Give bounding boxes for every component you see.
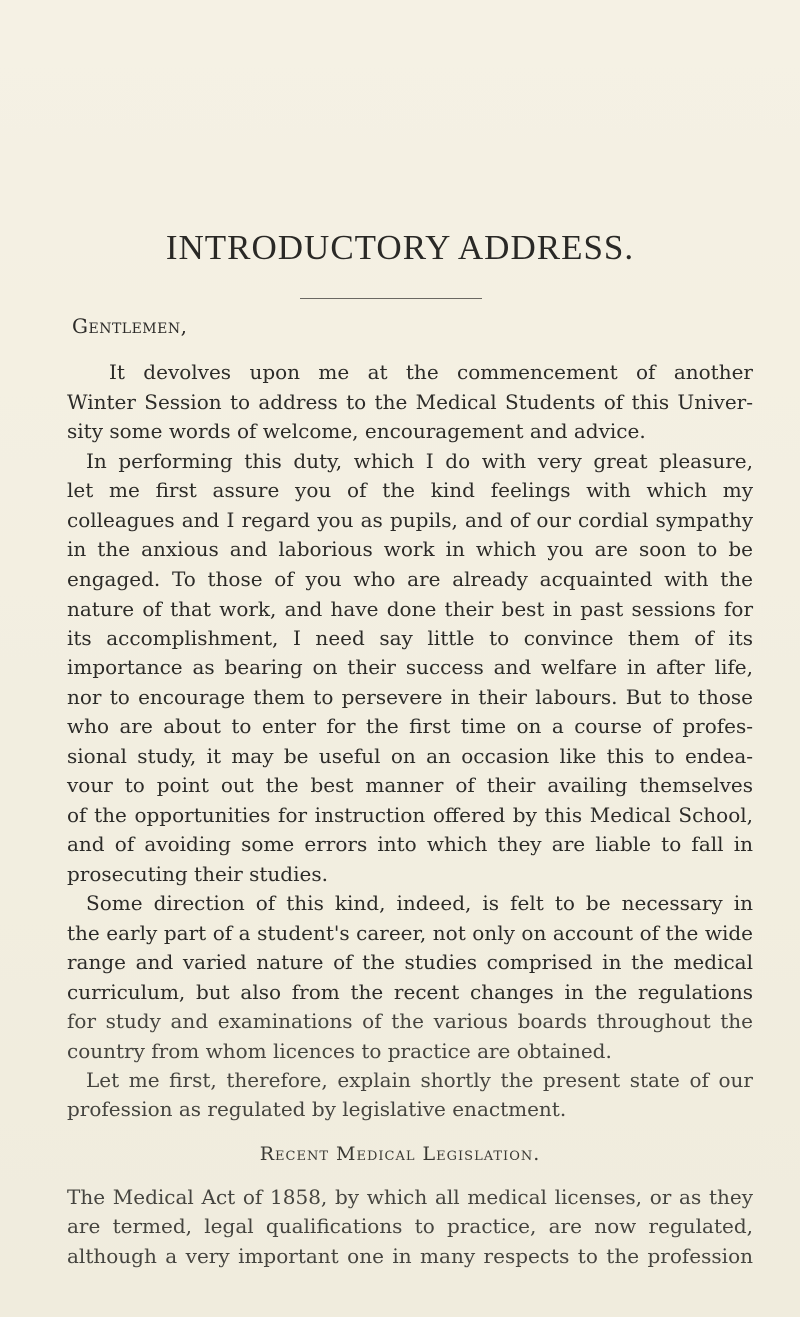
text-line: its accomplishment, I need say little to convince them of its	[67, 626, 753, 650]
text-line: importance as bearing on their success and welfare in after life,	[67, 655, 753, 679]
text-line: sional study, it may be useful on an occasion like this to endea-	[67, 744, 753, 768]
title-rule	[300, 298, 482, 299]
text-line: vour to point out the best manner of their availing themselves	[67, 773, 753, 797]
text-line: nor to encourage them to persevere in their labours. But to those	[67, 685, 753, 709]
section-heading: Recent Medical Legislation.	[259, 1143, 541, 1165]
text-line: who are about to enter for the first time on a course of profes-	[67, 714, 753, 738]
text-line: and of avoiding some errors into which they are liable to fall in	[67, 832, 753, 856]
text-line: It devolves upon me at the commencement of another	[109, 360, 753, 384]
text-line: although a very important one in many respects to the profession	[67, 1244, 753, 1268]
text-line: are termed, legal qualifications to practice, are now regulated,	[67, 1214, 753, 1238]
text-line: In performing this duty, which I do with very great pleasure,	[86, 449, 753, 473]
text-line: Let me first, therefore, explain shortly the present state of our	[86, 1068, 753, 1092]
text-line: let me first assure you of the kind feelings with which my	[67, 478, 753, 502]
text-line: in the anxious and laborious work in which you are soon to be	[67, 537, 753, 561]
text-line: range and varied nature of the studies comprised in the medical	[67, 950, 753, 974]
text-line: country from whom licences to practice are obtained.	[67, 1039, 612, 1063]
page-title: INTRODUCTORY ADDRESS.	[165, 228, 635, 267]
text-line: Some direction of this kind, indeed, is felt to be necessary in	[86, 891, 753, 915]
text-line: profession as regulated by legislative enactment.	[67, 1097, 567, 1121]
text-line: sity some words of welcome, encouragement and advice.	[67, 419, 646, 443]
text-line: for study and examinations of the various boards throughout the	[67, 1009, 753, 1033]
text-line: of the opportunities for instruction offered by this Medical School,	[67, 803, 753, 827]
salutation: Gentlemen,	[72, 314, 188, 338]
text-line: curriculum, but also from the recent changes in the regulations	[67, 980, 753, 1004]
text-line: The Medical Act of 1858, by which all medical licenses, or as they	[67, 1185, 753, 1209]
text-line: nature of that work, and have done their best in past sessions for	[67, 597, 753, 621]
text-line: the early part of a student's career, not only on account of the wide	[67, 921, 753, 945]
text-line: colleagues and I regard you as pupils, and of our cordial sympathy	[67, 508, 753, 532]
text-line: engaged. To those of you who are already acquainted with the	[67, 567, 753, 591]
text-line: prosecuting their studies.	[67, 862, 328, 886]
text-line: Winter Session to address to the Medical Students of this Univer-	[67, 390, 753, 414]
